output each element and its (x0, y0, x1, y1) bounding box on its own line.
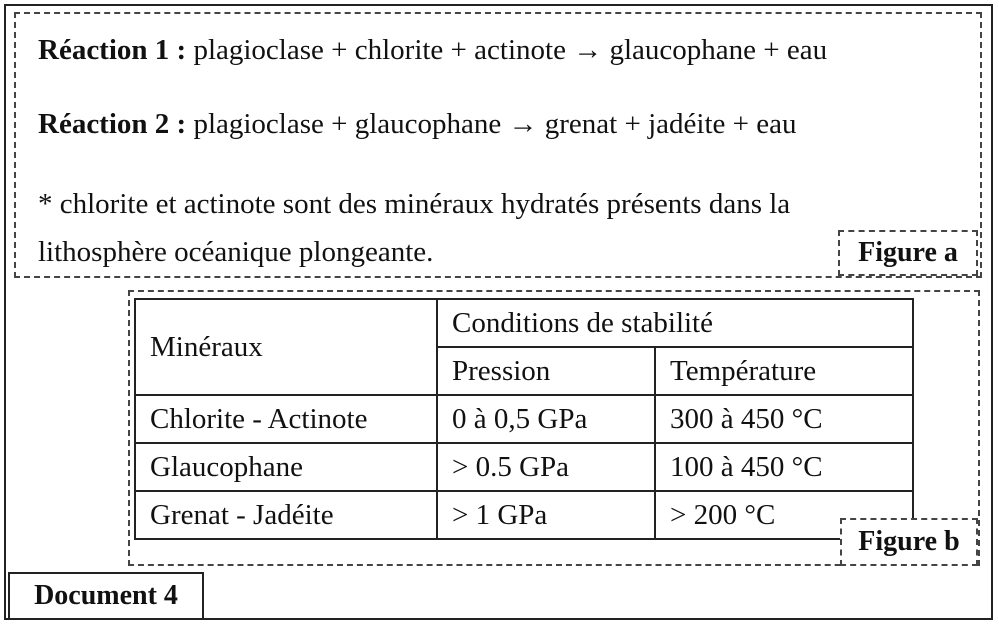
header-temperature: Température (655, 347, 913, 395)
reaction-1-equation: plagioclase + chlorite + actinote → glaucophane + eau (193, 34, 828, 66)
table-row (135, 443, 913, 491)
mineral-cell: Grenat - Jadéite (135, 491, 437, 539)
table-row (135, 395, 913, 443)
mineral-cell: Glaucophane (135, 443, 437, 491)
reaction-1 (38, 36, 827, 65)
reaction-2-equation: plagioclase + glaucophane → grenat + jadéite + eau (193, 108, 797, 140)
stability-table (134, 298, 914, 540)
header-pressure: Pression (437, 347, 655, 395)
reaction-2-label: Réaction 2 : (38, 108, 187, 140)
mineral-cell: Chlorite - Actinote (135, 395, 437, 443)
pressure-cell: 0 à 0,5 GPa (437, 395, 655, 443)
header-conditions: Conditions de stabilité (437, 299, 913, 347)
pressure-cell: > 0.5 GPa (437, 443, 655, 491)
figure-a-label: Figure a (838, 230, 978, 276)
table-header-row (135, 299, 913, 347)
document-label: Document 4 (8, 572, 204, 620)
temperature-cell: > 200 °C (655, 491, 913, 539)
temperature-cell: 300 à 450 °C (655, 395, 913, 443)
table-row (135, 491, 913, 539)
pressure-cell: > 1 GPa (437, 491, 655, 539)
hydrated-minerals-note: * chlorite et actinote sont des minéraux hydratés présents dans la lithosphère océanique plongeante. (38, 188, 791, 268)
reaction-2 (38, 110, 796, 139)
figure-b-label: Figure b (840, 518, 978, 566)
temperature-cell: 100 à 450 °C (655, 443, 913, 491)
header-minerals: Minéraux (135, 299, 437, 395)
reaction-1-label: Réaction 1 : (38, 34, 187, 66)
